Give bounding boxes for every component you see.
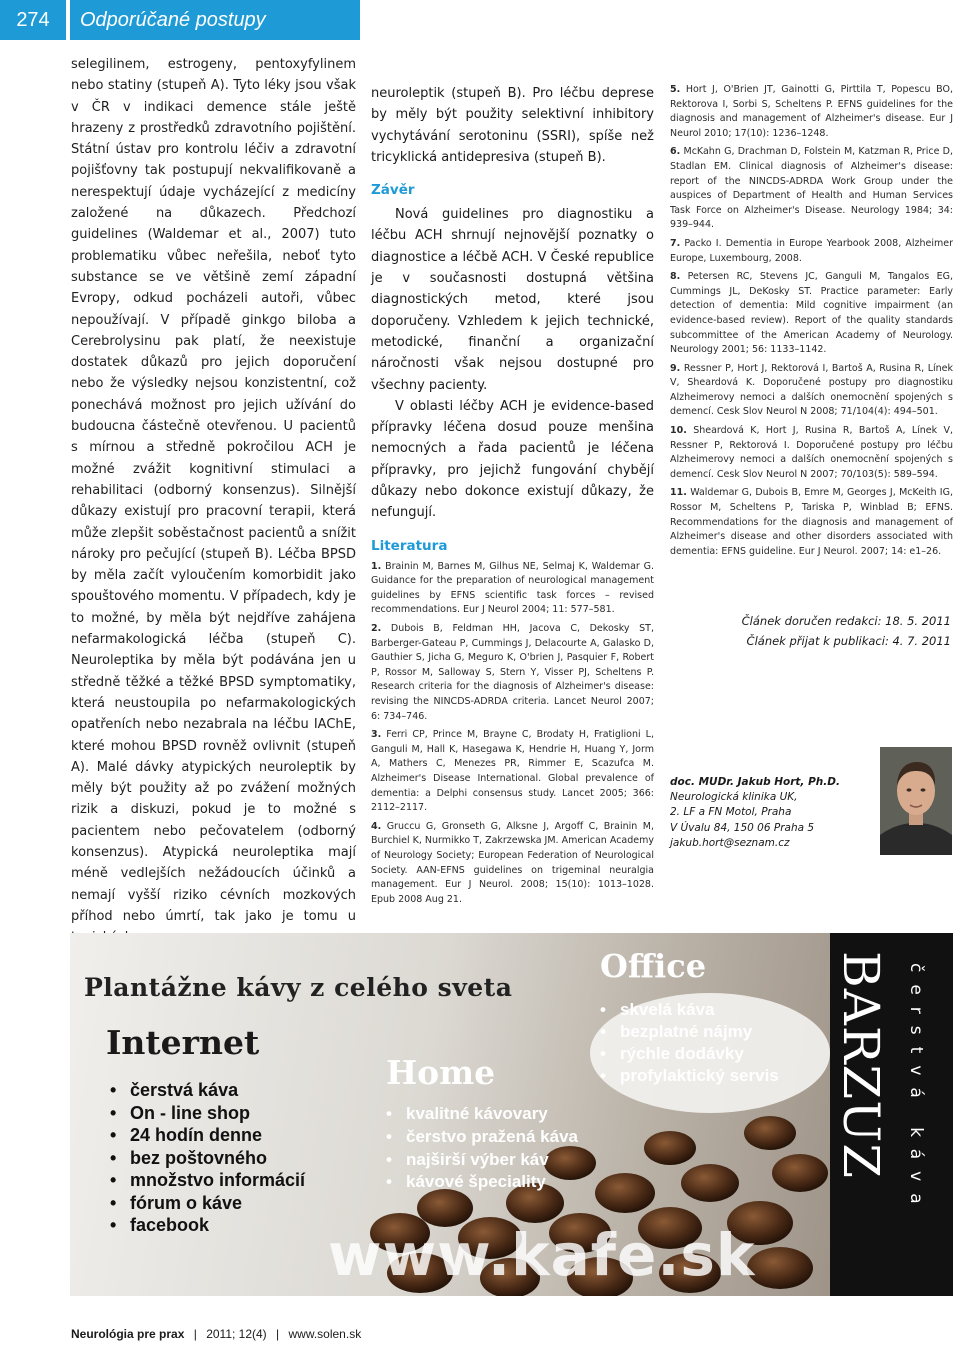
list-item: • profylaktický servis bbox=[600, 1065, 779, 1087]
author-institution: 2. LF a FN Motol, Praha bbox=[670, 806, 792, 819]
footer-separator: | bbox=[193, 1327, 197, 1341]
column-1 bbox=[71, 54, 356, 948]
column-3 bbox=[670, 83, 953, 563]
journal-issue: 2011; 12(4) bbox=[206, 1327, 267, 1341]
footer-separator: | bbox=[276, 1327, 280, 1341]
page-number: 274 bbox=[0, 0, 66, 40]
reference-item: 7. Packo I. Dementia in Europe Yearbook 2008, Alzheimer Europe, Luxembourg, 2008. bbox=[670, 237, 953, 264]
author-name: doc. MUDr. Jakub Hort, Ph.D. bbox=[670, 776, 840, 788]
ad-url[interactable]: www.kafe.sk bbox=[328, 1221, 756, 1289]
author-email[interactable]: jakub.hort@seznam.cz bbox=[670, 836, 790, 849]
column-2 bbox=[371, 83, 654, 911]
reference-item: 6. McKahn G, Drachman D, Folstein M, Katzman R, Price D, Stadlan EM. Clinical diagnosis of Alzheimer's disease: report of the NINCDS-ADRDA Work Group under the auspices of Department of Health and Human Services Task Force on Alzheimer's Disease. Neurology 1984; 34: 939–944. bbox=[670, 146, 954, 231]
list-item: • skvelá káva bbox=[600, 999, 779, 1021]
list-item: • kávové špeciality bbox=[386, 1171, 578, 1194]
author-photo bbox=[880, 747, 952, 855]
ad-home-list bbox=[386, 1103, 578, 1194]
list-item: • rýchle dodávky bbox=[600, 1043, 779, 1065]
received-date: Článek doručen redakci: 18. 5. 2011 bbox=[741, 614, 951, 628]
list-item: • kvalitné kávovary bbox=[386, 1103, 578, 1126]
ad-internet-title: Internet bbox=[106, 1023, 260, 1062]
author-contact bbox=[670, 775, 870, 851]
article-dates bbox=[720, 611, 951, 651]
list-item: • čerstvá káva bbox=[110, 1079, 305, 1102]
brand-logo: BARZUZ bbox=[832, 951, 890, 1180]
ad-office-list bbox=[600, 999, 779, 1087]
reference-item: 8. Petersen RC, Stevens JC, Ganguli M, Tangalos EG, Cummings JL, DeKosky ST. Practice parameter: Early detection of dementia: Mild cognitive impairment (an evidence-based review). Report of the quality standards subcommittee of the American Academy of Neurology. Neurology 2001; 56: 1133–1142. bbox=[670, 271, 953, 356]
reference-item: 4. Gruccu G, Gronseth G, Alksne J, Argoff C, Brainin M, Burchiel K, Nurmikko T, Zakrzewska JM. American Academy of Neurology Society; European Federation of Neurological Society. AAN-EFNS guidelines on trigeminal neuralgia management. Eur J Neurol. 2008; 15(10): 1013–1028. Epub 2008 Aug 21. bbox=[371, 820, 654, 905]
author-affiliation: Neurologická klinika UK, bbox=[670, 791, 798, 804]
coffee-advertisement[interactable] bbox=[70, 933, 953, 1296]
list-item: • čerstvo pražená káva bbox=[386, 1126, 578, 1149]
conclusion-text bbox=[371, 204, 654, 523]
ad-office-title: Office bbox=[600, 947, 707, 985]
list-item: • On - line shop bbox=[110, 1102, 305, 1125]
column-1-text: selegilinem, estrogeny, pentoxyfylinem nebo statiny (stupeň A). Tyto léky jsou však v ČR v indikaci demence stále ještě hrazeny z prostředků zdravotního pojištění. Státní ústav pro kontrolu léčiv a zdravotní pojišťovny tak postupují nekvalifikovaně a nerespektují údaje vycházející z medicíny založené na důkazech. Předchozí guidelines (Waldemar et al., 2007) tuto problematiku vůbec neřešila, neboť tyto substance se ve většině zemí západní Evropy, odkud pocházeli autoři, vůbec nepoužívají. V případě ginkgo biloba a Cerebrolysinu pak platí, že neexistuje dostatek důkazů pro jejich doporučení nebo že výsledky nejsou konzistentní, což ponechává možnost pro jejich užívání do budoucna částečně otevřenou. U pacientů s mírnou a středně pokročilou ACH je možné zvážit kognitivní stimulaci a rehabilitaci (odborný konsenzus). Silnější důkazy existují pro pracovní terapii, která může zlepšit soběstačnost pacientů a snížit nároky pro pečující (stupeň B). Léčba BPSD by měla začít vyloučením komorbidit jako spouštového momentu. V případech, kdy je to možné, by měla být nejdříve zahájena nefarmakologická léčba (stupeň C). Neuroleptika by měla být podávána jen u středně těžké a těžké BPSD symptomatiky, která neustoupila po nefarmakologických opatřeních nebo nezabrala na léčbu IAChE, které mohou BPSD rovněž ovlivnit (stupeň A). Malé dávky atypických neuroleptik by měly být použity až po zvážení možných rizik a diskuzi, pokud je to možné s pacientem nebo pečovatelem (odborný konsenzus). Atypická neuroleptika mají méně vedlejších nežádoucích účinků a nemají vyšší riziko cévních mozkových příhod nebo úmrtí, tak jako je tomu u bbox=[71, 57, 356, 924]
reference-item: 9. Ressner P, Hort J, Rektorová I, Bartoš A, Rusina R, Línek V, Sheardová K. Doporučené postupy pro diagnostiku Alzheimerovy nemoci a dalších onemocnění spojených s demencí. Cesk Slov Neurol N 2008; 71/104(4): 494–501. bbox=[670, 362, 953, 418]
reference-item: 11. Waldemar G, Dubois B, Emre M, Georges J, McKeith IG, Rossor M, Scheltens P, Tariska P, Winblad B; EFNS. Recommendations for the diagnosis and management of Alzheimer's disease and other disorders associated with dementia: EFNS guideline. Eur J Neurol. 2007; 14: e1–26. bbox=[670, 487, 953, 557]
page-footer bbox=[71, 1327, 361, 1341]
list-item: • 24 hodín denne bbox=[110, 1124, 305, 1147]
list-item: • fórum o káve bbox=[110, 1192, 305, 1215]
reference-item: 10. Sheardová K, Hort J, Rusina R, Bartoš A, Línek V, Ressner P, Rektorová I. Doporučené postupy pro léčbu Alzheimerovy nemoci a dalších onemocnění spojených s demencí. Cesk Slov Neurol N 2007; 70/103(5): 589–594. bbox=[670, 425, 953, 480]
conclusion-paragraph-1: Nová guidelines pro diagnostiku a léčbu ACH shrnují nejnovější poznatky o diagnostice a léčbě ACH. V České republice je v současnosti dostupná většina diagnostických metod, které jsou doporučeny. Vzhledem k jejich technické, metodické, finanční a organizační náročnosti však nejsou dostupné pro všechny pacienty. bbox=[371, 207, 654, 393]
list-item: • bez poštovného bbox=[110, 1147, 305, 1170]
journal-name: Neurológia pre prax bbox=[71, 1327, 185, 1341]
list-item: • bezplatné nájmy bbox=[600, 1021, 779, 1043]
column-2-text: neuroleptik (stupeň B). Pro léčbu deprese by měly být použity selektivní inhibitory vychytávání serotoninu (SSRI), spíše než tricyklická antidepresiva (stupeň B). bbox=[371, 86, 654, 165]
reference-item: 3. Ferri CP, Prince M, Brayne C, Brodaty H, Fratiglioni L, Ganguli M, Hall K, Hasegawa K, Hendrie H, Huang Y, Jorm A, Mathers C, Menezes PR, Rimmer E, Scazufca M. Alzheimer's Disease International. Global prevalence of dementia: a Delphi consensus study. Lancet 2005; 366: 2112–2117. bbox=[371, 729, 654, 814]
list-item: • facebook bbox=[110, 1214, 305, 1237]
ad-internet-list bbox=[110, 1079, 305, 1237]
journal-website[interactable]: www.solen.sk bbox=[288, 1327, 362, 1341]
ad-home-title: Home bbox=[386, 1053, 496, 1092]
literature-heading: Literatura bbox=[371, 537, 448, 554]
list-item: • najširší výber káv bbox=[386, 1149, 578, 1172]
reference-item: 1. Brainin M, Barnes M, Gilhus NE, Selmaj K, Waldemar G. Guidance for the preparation of neurological management guidelines by EFNS scientific task forces – revised recommendations. Eur J Neurol 2004; 11: 577–581. bbox=[371, 560, 654, 616]
reference-item: 5. Hort J, O'Brien JT, Gainotti G, Pirttila T, Popescu BO, Rektorova I, Sorbi S, Scheltens P. EFNS guidelines for the diagnosis and management of Alzheimer's disease. Eur J Neurol 2010; 17(10): 1236–1248. bbox=[670, 84, 953, 139]
conclusion-paragraph-2: V oblasti léčby ACH je evidence-based přípravky léčena dosud pouze menšina nemocných a řada pacientů je léčena přípravky, pro jejichž fungování chybějí důkazy nebo dokonce existují důkazy, že nefungují. bbox=[371, 398, 654, 521]
list-item: • množstvo informácií bbox=[110, 1169, 305, 1192]
conclusion-heading: Závěr bbox=[371, 182, 415, 199]
ad-headline: Plantážne kávy z celého sveta bbox=[84, 973, 513, 1002]
accepted-date: Článek přijat k publikaci: 4. 7. 2011 bbox=[746, 634, 951, 648]
reference-item: 2. Dubois B, Feldman HH, Jacova C, Dekosky ST, Barberger-Gateau P, Cummings J, Delacourte A, Galasko D, Gauthier S, Jicha G, Meguro K, O'brien J, Pasquier F, Robert P, Rossor M, Salloway S, Stern Y, Visser PJ, Scheltens P. Research criteria for the diagnosis of Alzheimer's disease: revising the NINCDS-ADRDA criteria. Lancet Neurol 2007; 6: 734–746. bbox=[371, 623, 654, 722]
brand-tagline: čerstvá káva bbox=[906, 963, 926, 1216]
section-title: Odporúčané postupy bbox=[70, 0, 360, 40]
author-address: V Úvalu 84, 150 06 Praha 5 bbox=[670, 821, 815, 834]
